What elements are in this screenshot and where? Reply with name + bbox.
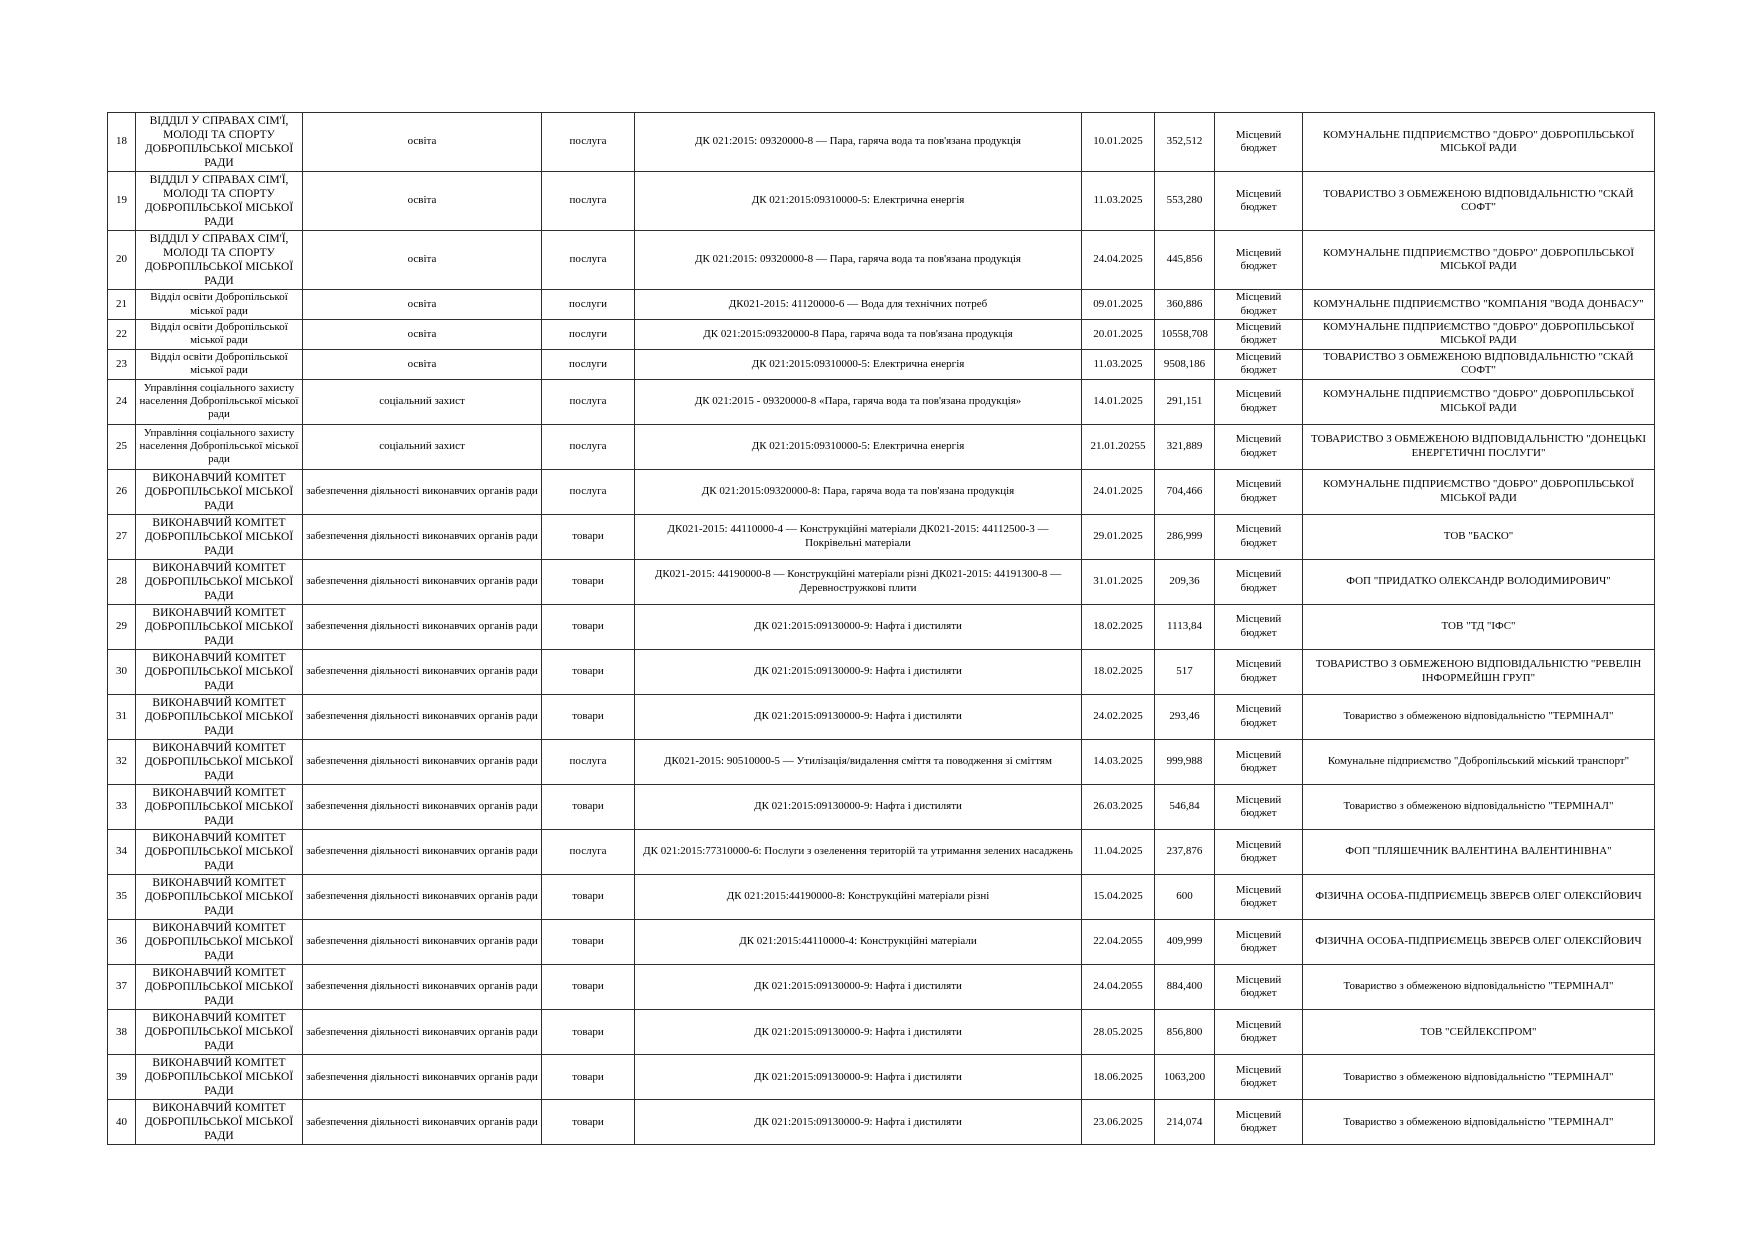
budget-cell: Місцевий бюджет <box>1215 424 1303 469</box>
subject-cell: ДК 021:2015:09320000-8: Пара, гаряча вода та пов'язана продукція <box>635 469 1082 514</box>
organization-cell: ВИКОНАВЧИЙ КОМІТЕТ ДОБРОПІЛЬСЬКОЇ МІСЬКОЇ РАДИ <box>136 830 303 875</box>
procurement-type-cell: послуга <box>542 172 635 231</box>
procurement-type-cell: товари <box>542 965 635 1010</box>
amount-cell: 293,46 <box>1155 694 1215 739</box>
row-number: 33 <box>108 784 136 829</box>
subject-cell: ДК 021:2015: 09320000-8 — Пара, гаряча вода та пов'язана продукція <box>635 231 1082 290</box>
row-number: 36 <box>108 920 136 965</box>
supplier-cell: Комунальне підприємство "Добропільський міський транспорт" <box>1303 739 1655 784</box>
category-cell: забезпечення діяльності виконавчих органів ради <box>303 559 542 604</box>
table-row <box>108 320 1655 350</box>
subject-cell: ДК 021:2015:09130000-9: Нафта і дистиляти <box>635 694 1082 739</box>
procurement-type-cell: послуги <box>542 349 635 379</box>
organization-cell: ВИКОНАВЧИЙ КОМІТЕТ ДОБРОПІЛЬСЬКОЇ МІСЬКОЇ РАДИ <box>136 875 303 920</box>
category-cell: освіта <box>303 290 542 320</box>
supplier-cell: КОМУНАЛЬНЕ ПІДПРИЄМСТВО "ДОБРО" ДОБРОПІЛЬСЬКОЇ МІСЬКОЇ РАДИ <box>1303 379 1655 424</box>
subject-cell: ДК 021:2015:44110000-4: Конструкційні матеріали <box>635 920 1082 965</box>
subject-cell: ДК 021:2015:09310000-5: Електрична енергія <box>635 172 1082 231</box>
date-cell: 21.01.20255 <box>1082 424 1155 469</box>
budget-cell: Місцевий бюджет <box>1215 1100 1303 1145</box>
date-cell: 28.05.2025 <box>1082 1010 1155 1055</box>
amount-cell: 352,512 <box>1155 113 1215 172</box>
category-cell: освіта <box>303 349 542 379</box>
organization-cell: ВИКОНАВЧИЙ КОМІТЕТ ДОБРОПІЛЬСЬКОЇ МІСЬКОЇ РАДИ <box>136 1010 303 1055</box>
supplier-cell: Товариство з обмеженою відповідальністю "ТЕРМІНАЛ" <box>1303 965 1655 1010</box>
table-row <box>108 424 1655 469</box>
amount-cell: 237,876 <box>1155 830 1215 875</box>
amount-cell: 10558,708 <box>1155 320 1215 350</box>
supplier-cell: ТОВ "ТД "ІФС" <box>1303 604 1655 649</box>
date-cell: 11.04.2025 <box>1082 830 1155 875</box>
amount-cell: 214,074 <box>1155 1100 1215 1145</box>
supplier-cell: Товариство з обмеженою відповідальністю "ТЕРМІНАЛ" <box>1303 784 1655 829</box>
amount-cell: 856,800 <box>1155 1010 1215 1055</box>
table-row <box>108 1100 1655 1145</box>
supplier-cell: КОМУНАЛЬНЕ ПІДПРИЄМСТВО "ДОБРО" ДОБРОПІЛЬСЬКОЇ МІСЬКОЇ РАДИ <box>1303 231 1655 290</box>
category-cell: соціальний захист <box>303 424 542 469</box>
date-cell: 23.06.2025 <box>1082 1100 1155 1145</box>
row-number: 37 <box>108 965 136 1010</box>
procurement-type-cell: послуга <box>542 469 635 514</box>
amount-cell: 999,988 <box>1155 739 1215 784</box>
row-number: 24 <box>108 379 136 424</box>
category-cell: забезпечення діяльності виконавчих органів ради <box>303 649 542 694</box>
date-cell: 18.02.2025 <box>1082 604 1155 649</box>
procurement-type-cell: товари <box>542 694 635 739</box>
subject-cell: ДК 021:2015:44190000-8: Конструкційні матеріали різні <box>635 875 1082 920</box>
row-number: 35 <box>108 875 136 920</box>
row-number: 29 <box>108 604 136 649</box>
row-number: 19 <box>108 172 136 231</box>
amount-cell: 291,151 <box>1155 379 1215 424</box>
date-cell: 18.02.2025 <box>1082 649 1155 694</box>
organization-cell: ВИКОНАВЧИЙ КОМІТЕТ ДОБРОПІЛЬСЬКОЇ МІСЬКОЇ РАДИ <box>136 1100 303 1145</box>
table-row <box>108 349 1655 379</box>
subject-cell: ДК 021:2015:77310000-6: Послуги з озеленення територій та утримання зелених насаджень <box>635 830 1082 875</box>
subject-cell: ДК 021:2015:09310000-5: Електрична енергія <box>635 349 1082 379</box>
amount-cell: 600 <box>1155 875 1215 920</box>
date-cell: 26.03.2025 <box>1082 784 1155 829</box>
amount-cell: 9508,186 <box>1155 349 1215 379</box>
procurement-type-cell: послуга <box>542 739 635 784</box>
date-cell: 14.01.2025 <box>1082 379 1155 424</box>
procurement-type-cell: послуга <box>542 231 635 290</box>
organization-cell: Управління соціального захисту населення Добропільської міської ради <box>136 379 303 424</box>
amount-cell: 286,999 <box>1155 514 1215 559</box>
subject-cell: ДК 021:2015:09130000-9: Нафта і дистиляти <box>635 604 1082 649</box>
date-cell: 15.04.2025 <box>1082 875 1155 920</box>
date-cell: 22.04.2055 <box>1082 920 1155 965</box>
amount-cell: 1113,84 <box>1155 604 1215 649</box>
category-cell: забезпечення діяльності виконавчих органів ради <box>303 1100 542 1145</box>
supplier-cell: Товариство з обмеженою відповідальністю "ТЕРМІНАЛ" <box>1303 1055 1655 1100</box>
date-cell: 20.01.2025 <box>1082 320 1155 350</box>
procurement-type-cell: товари <box>542 920 635 965</box>
procurement-table <box>107 112 1655 1145</box>
budget-cell: Місцевий бюджет <box>1215 290 1303 320</box>
category-cell: забезпечення діяльності виконавчих органів ради <box>303 1055 542 1100</box>
amount-cell: 321,889 <box>1155 424 1215 469</box>
date-cell: 14.03.2025 <box>1082 739 1155 784</box>
row-number: 27 <box>108 514 136 559</box>
table-row <box>108 694 1655 739</box>
organization-cell: Відділ освіти Добропільської міської ради <box>136 320 303 350</box>
table-row <box>108 784 1655 829</box>
procurement-type-cell: товари <box>542 784 635 829</box>
procurement-type-cell: послуга <box>542 424 635 469</box>
row-number: 40 <box>108 1100 136 1145</box>
procurement-type-cell: послуга <box>542 379 635 424</box>
supplier-cell: Товариство з обмеженою відповідальністю "ТЕРМІНАЛ" <box>1303 1100 1655 1145</box>
supplier-cell: ТОВ "БАСКО" <box>1303 514 1655 559</box>
category-cell: забезпечення діяльності виконавчих органів ради <box>303 514 542 559</box>
subject-cell: ДК021-2015: 90510000-5 — Утилізація/видалення сміття та поводження зі сміттям <box>635 739 1082 784</box>
date-cell: 24.04.2025 <box>1082 231 1155 290</box>
table-row <box>108 231 1655 290</box>
row-number: 23 <box>108 349 136 379</box>
supplier-cell: ФІЗИЧНА ОСОБА-ПІДПРИЄМЕЦЬ ЗВЕРЄВ ОЛЕГ ОЛЕКСІЙОВИЧ <box>1303 920 1655 965</box>
budget-cell: Місцевий бюджет <box>1215 694 1303 739</box>
date-cell: 24.04.2055 <box>1082 965 1155 1010</box>
date-cell: 11.03.2025 <box>1082 349 1155 379</box>
supplier-cell: Товариство з обмеженою відповідальністю "ТЕРМІНАЛ" <box>1303 694 1655 739</box>
supplier-cell: ФІЗИЧНА ОСОБА-ПІДПРИЄМЕЦЬ ЗВЕРЄВ ОЛЕГ ОЛЕКСІЙОВИЧ <box>1303 875 1655 920</box>
amount-cell: 409,999 <box>1155 920 1215 965</box>
table-row <box>108 1010 1655 1055</box>
table-row <box>108 559 1655 604</box>
budget-cell: Місцевий бюджет <box>1215 231 1303 290</box>
procurement-type-cell: послуги <box>542 320 635 350</box>
budget-cell: Місцевий бюджет <box>1215 349 1303 379</box>
organization-cell: ВИКОНАВЧИЙ КОМІТЕТ ДОБРОПІЛЬСЬКОЇ МІСЬКОЇ РАДИ <box>136 784 303 829</box>
procurement-type-cell: товари <box>542 1010 635 1055</box>
supplier-cell: КОМУНАЛЬНЕ ПІДПРИЄМСТВО "ДОБРО" ДОБРОПІЛЬСЬКОЇ МІСЬКОЇ РАДИ <box>1303 113 1655 172</box>
organization-cell: ВИКОНАВЧИЙ КОМІТЕТ ДОБРОПІЛЬСЬКОЇ МІСЬКОЇ РАДИ <box>136 1055 303 1100</box>
amount-cell: 553,280 <box>1155 172 1215 231</box>
row-number: 21 <box>108 290 136 320</box>
table-row <box>108 604 1655 649</box>
table-row <box>108 649 1655 694</box>
procurement-type-cell: товари <box>542 875 635 920</box>
table-row <box>108 379 1655 424</box>
table-row <box>108 739 1655 784</box>
subject-cell: ДК021-2015: 44190000-8 — Конструкційні матеріали різні ДК021-2015: 44191300-8 — Деревностружкові плити <box>635 559 1082 604</box>
category-cell: забезпечення діяльності виконавчих органів ради <box>303 1010 542 1055</box>
category-cell: забезпечення діяльності виконавчих органів ради <box>303 875 542 920</box>
date-cell: 09.01.2025 <box>1082 290 1155 320</box>
amount-cell: 517 <box>1155 649 1215 694</box>
category-cell: освіта <box>303 320 542 350</box>
row-number: 38 <box>108 1010 136 1055</box>
amount-cell: 209,36 <box>1155 559 1215 604</box>
supplier-cell: ТОВ "СЕЙЛЕКСПРОМ" <box>1303 1010 1655 1055</box>
organization-cell: ВИКОНАВЧИЙ КОМІТЕТ ДОБРОПІЛЬСЬКОЇ МІСЬКОЇ РАДИ <box>136 469 303 514</box>
subject-cell: ДК 021:2015:09130000-9: Нафта і дистиляти <box>635 784 1082 829</box>
budget-cell: Місцевий бюджет <box>1215 469 1303 514</box>
organization-cell: ВІДДІЛ У СПРАВАХ СІМ'Ї, МОЛОДІ ТА СПОРТУ ДОБРОПІЛЬСЬКОЇ МІСЬКОЇ РАДИ <box>136 172 303 231</box>
subject-cell: ДК 021:2015: 09320000-8 — Пара, гаряча вода та пов'язана продукція <box>635 113 1082 172</box>
category-cell: забезпечення діяльності виконавчих органів ради <box>303 604 542 649</box>
subject-cell: ДК 021:2015:09130000-9: Нафта і дистиляти <box>635 965 1082 1010</box>
budget-cell: Місцевий бюджет <box>1215 320 1303 350</box>
subject-cell: ДК 021:2015:09130000-9: Нафта і дистиляти <box>635 1100 1082 1145</box>
row-number: 28 <box>108 559 136 604</box>
supplier-cell: ТОВАРИСТВО З ОБМЕЖЕНОЮ ВІДПОВІДАЛЬНІСТЮ "СКАЙ СОФТ" <box>1303 349 1655 379</box>
procurement-type-cell: товари <box>542 1100 635 1145</box>
supplier-cell: ТОВАРИСТВО З ОБМЕЖЕНОЮ ВІДПОВІДАЛЬНІСТЮ "РЕВЕЛІН ІНФОРМЕЙШН ГРУП" <box>1303 649 1655 694</box>
supplier-cell: КОМУНАЛЬНЕ ПІДПРИЄМСТВО "КОМПАНІЯ "ВОДА ДОНБАСУ" <box>1303 290 1655 320</box>
organization-cell: ВИКОНАВЧИЙ КОМІТЕТ ДОБРОПІЛЬСЬКОЇ МІСЬКОЇ РАДИ <box>136 559 303 604</box>
subject-cell: ДК 021:2015:09130000-9: Нафта і дистиляти <box>635 1055 1082 1100</box>
organization-cell: ВИКОНАВЧИЙ КОМІТЕТ ДОБРОПІЛЬСЬКОЇ МІСЬКОЇ РАДИ <box>136 920 303 965</box>
organization-cell: ВІДДІЛ У СПРАВАХ СІМ'Ї, МОЛОДІ ТА СПОРТУ ДОБРОПІЛЬСЬКОЇ МІСЬКОЇ РАДИ <box>136 113 303 172</box>
table-row <box>108 830 1655 875</box>
budget-cell: Місцевий бюджет <box>1215 172 1303 231</box>
date-cell: 24.02.2025 <box>1082 694 1155 739</box>
budget-cell: Місцевий бюджет <box>1215 379 1303 424</box>
table-row <box>108 113 1655 172</box>
amount-cell: 1063,200 <box>1155 1055 1215 1100</box>
row-number: 26 <box>108 469 136 514</box>
organization-cell: Відділ освіти Добропільської міської ради <box>136 290 303 320</box>
organization-cell: Відділ освіти Добропільської міської ради <box>136 349 303 379</box>
row-number: 31 <box>108 694 136 739</box>
category-cell: забезпечення діяльності виконавчих органів ради <box>303 830 542 875</box>
budget-cell: Місцевий бюджет <box>1215 1055 1303 1100</box>
budget-cell: Місцевий бюджет <box>1215 649 1303 694</box>
organization-cell: ВИКОНАВЧИЙ КОМІТЕТ ДОБРОПІЛЬСЬКОЇ МІСЬКОЇ РАДИ <box>136 739 303 784</box>
amount-cell: 884,400 <box>1155 965 1215 1010</box>
category-cell: забезпечення діяльності виконавчих органів ради <box>303 739 542 784</box>
table-row <box>108 875 1655 920</box>
amount-cell: 360,886 <box>1155 290 1215 320</box>
subject-cell: ДК 021:2015:09130000-9: Нафта і дистиляти <box>635 1010 1082 1055</box>
category-cell: забезпечення діяльності виконавчих органів ради <box>303 965 542 1010</box>
subject-cell: ДК 021:2015:09130000-9: Нафта і дистиляти <box>635 649 1082 694</box>
amount-cell: 546,84 <box>1155 784 1215 829</box>
table-row <box>108 965 1655 1010</box>
budget-cell: Місцевий бюджет <box>1215 739 1303 784</box>
date-cell: 10.01.2025 <box>1082 113 1155 172</box>
subject-cell: ДК 021:2015 - 09320000-8 «Пара, гаряча вода та пов'язана продукція» <box>635 379 1082 424</box>
date-cell: 11.03.2025 <box>1082 172 1155 231</box>
supplier-cell: КОМУНАЛЬНЕ ПІДПРИЄМСТВО "ДОБРО" ДОБРОПІЛЬСЬКОЇ МІСЬКОЇ РАДИ <box>1303 469 1655 514</box>
row-number: 32 <box>108 739 136 784</box>
budget-cell: Місцевий бюджет <box>1215 514 1303 559</box>
category-cell: забезпечення діяльності виконавчих органів ради <box>303 920 542 965</box>
row-number: 22 <box>108 320 136 350</box>
organization-cell: Управління соціального захисту населення Добропільської міської ради <box>136 424 303 469</box>
subject-cell: ДК 021:2015:09320000-8 Пара, гаряча вода та пов'язана продукція <box>635 320 1082 350</box>
table-row <box>108 514 1655 559</box>
category-cell: соціальний захист <box>303 379 542 424</box>
organization-cell: ВИКОНАВЧИЙ КОМІТЕТ ДОБРОПІЛЬСЬКОЇ МІСЬКОЇ РАДИ <box>136 604 303 649</box>
budget-cell: Місцевий бюджет <box>1215 784 1303 829</box>
table-row <box>108 920 1655 965</box>
procurement-type-cell: послуги <box>542 290 635 320</box>
subject-cell: ДК021-2015: 41120000-6 — Вода для технічних потреб <box>635 290 1082 320</box>
supplier-cell: КОМУНАЛЬНЕ ПІДПРИЄМСТВО "ДОБРО" ДОБРОПІЛЬСЬКОЇ МІСЬКОЇ РАДИ <box>1303 320 1655 350</box>
organization-cell: ВИКОНАВЧИЙ КОМІТЕТ ДОБРОПІЛЬСЬКОЇ МІСЬКОЇ РАДИ <box>136 694 303 739</box>
organization-cell: ВИКОНАВЧИЙ КОМІТЕТ ДОБРОПІЛЬСЬКОЇ МІСЬКОЇ РАДИ <box>136 649 303 694</box>
supplier-cell: ТОВАРИСТВО З ОБМЕЖЕНОЮ ВІДПОВІДАЛЬНІСТЮ "ДОНЕЦЬКІ ЕНЕРГЕТИЧНІ ПОСЛУГИ" <box>1303 424 1655 469</box>
row-number: 25 <box>108 424 136 469</box>
date-cell: 18.06.2025 <box>1082 1055 1155 1100</box>
row-number: 30 <box>108 649 136 694</box>
category-cell: забезпечення діяльності виконавчих органів ради <box>303 694 542 739</box>
date-cell: 29.01.2025 <box>1082 514 1155 559</box>
supplier-cell: ФОП "ПЛЯШЕЧНИК ВАЛЕНТИНА ВАЛЕНТИНІВНА" <box>1303 830 1655 875</box>
budget-cell: Місцевий бюджет <box>1215 604 1303 649</box>
budget-cell: Місцевий бюджет <box>1215 830 1303 875</box>
row-number: 34 <box>108 830 136 875</box>
table-row <box>108 290 1655 320</box>
category-cell: освіта <box>303 172 542 231</box>
budget-cell: Місцевий бюджет <box>1215 113 1303 172</box>
category-cell: освіта <box>303 231 542 290</box>
subject-cell: ДК021-2015: 44110000-4 — Конструкційні матеріали ДК021-2015: 44112500-3 — Покрівельні матеріали <box>635 514 1082 559</box>
budget-cell: Місцевий бюджет <box>1215 920 1303 965</box>
procurement-type-cell: товари <box>542 649 635 694</box>
row-number: 18 <box>108 113 136 172</box>
amount-cell: 445,856 <box>1155 231 1215 290</box>
date-cell: 31.01.2025 <box>1082 559 1155 604</box>
procurement-table-body <box>108 113 1655 1145</box>
supplier-cell: ТОВАРИСТВО З ОБМЕЖЕНОЮ ВІДПОВІДАЛЬНІСТЮ "СКАЙ СОФТ" <box>1303 172 1655 231</box>
subject-cell: ДК 021:2015:09310000-5: Електрична енергія <box>635 424 1082 469</box>
row-number: 39 <box>108 1055 136 1100</box>
procurement-type-cell: товари <box>542 604 635 649</box>
category-cell: забезпечення діяльності виконавчих органів ради <box>303 784 542 829</box>
category-cell: забезпечення діяльності виконавчих органів ради <box>303 469 542 514</box>
amount-cell: 704,466 <box>1155 469 1215 514</box>
table-row <box>108 1055 1655 1100</box>
category-cell: освіта <box>303 113 542 172</box>
procurement-type-cell: товари <box>542 514 635 559</box>
budget-cell: Місцевий бюджет <box>1215 1010 1303 1055</box>
budget-cell: Місцевий бюджет <box>1215 875 1303 920</box>
row-number: 20 <box>108 231 136 290</box>
organization-cell: ВИКОНАВЧИЙ КОМІТЕТ ДОБРОПІЛЬСЬКОЇ МІСЬКОЇ РАДИ <box>136 965 303 1010</box>
procurement-type-cell: послуга <box>542 830 635 875</box>
procurement-type-cell: товари <box>542 559 635 604</box>
date-cell: 24.01.2025 <box>1082 469 1155 514</box>
table-row <box>108 172 1655 231</box>
supplier-cell: ФОП "ПРИДАТКО ОЛЕКСАНДР ВОЛОДИМИРОВИЧ" <box>1303 559 1655 604</box>
budget-cell: Місцевий бюджет <box>1215 965 1303 1010</box>
organization-cell: ВИКОНАВЧИЙ КОМІТЕТ ДОБРОПІЛЬСЬКОЇ МІСЬКОЇ РАДИ <box>136 514 303 559</box>
organization-cell: ВІДДІЛ У СПРАВАХ СІМ'Ї, МОЛОДІ ТА СПОРТУ ДОБРОПІЛЬСЬКОЇ МІСЬКОЇ РАДИ <box>136 231 303 290</box>
procurement-type-cell: послуга <box>542 113 635 172</box>
table-row <box>108 469 1655 514</box>
budget-cell: Місцевий бюджет <box>1215 559 1303 604</box>
procurement-type-cell: товари <box>542 1055 635 1100</box>
